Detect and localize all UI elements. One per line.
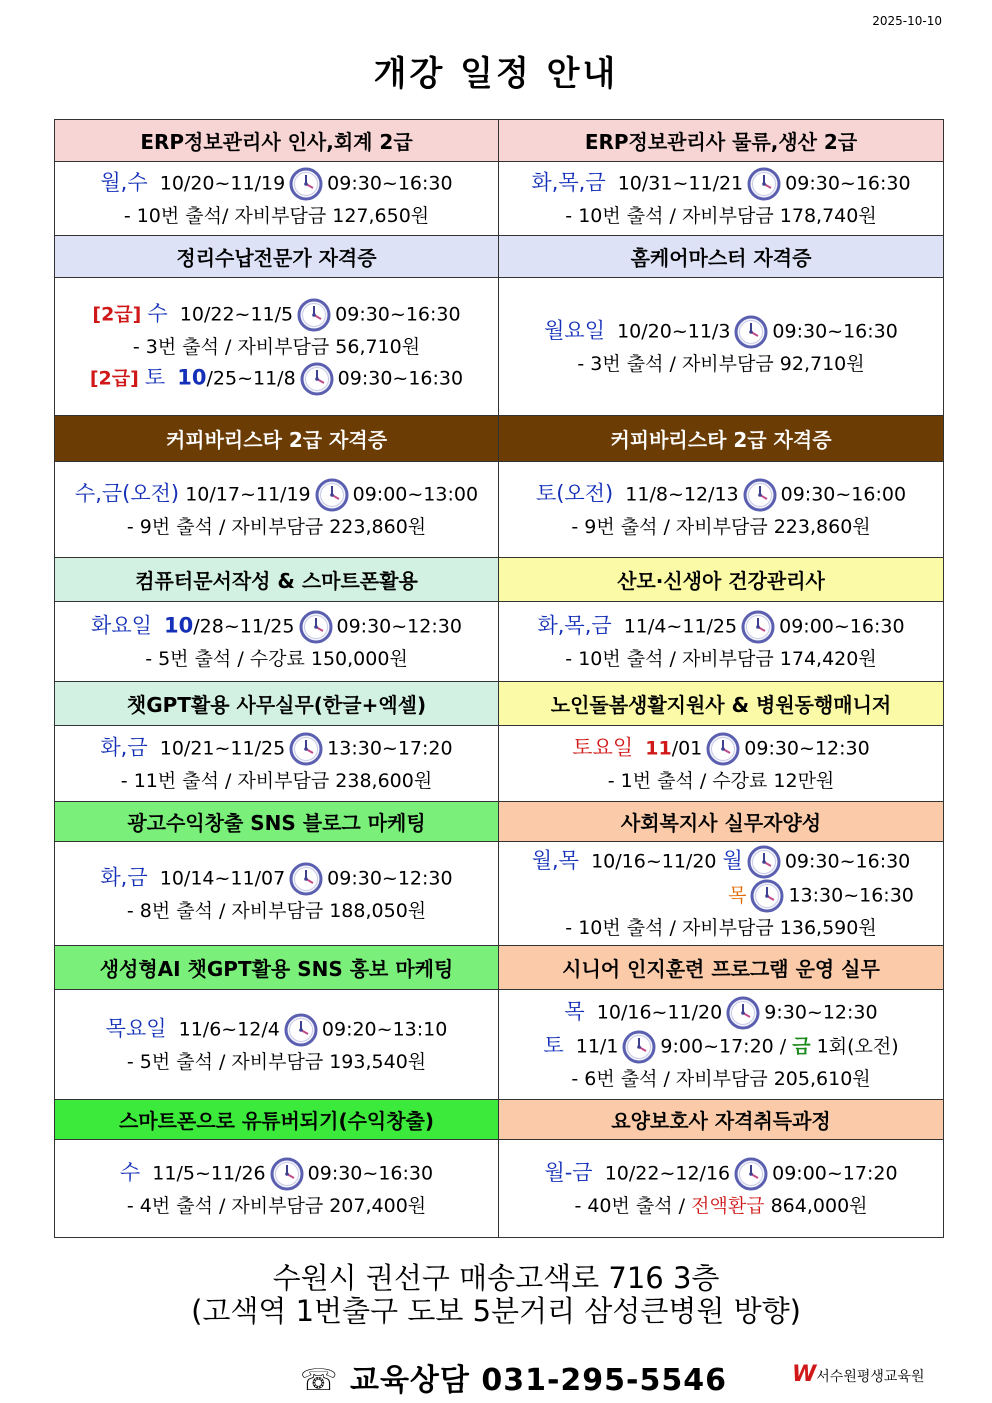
clock-icon xyxy=(726,996,760,1030)
clock-icon xyxy=(284,1013,318,1047)
course-detail: - 10번 출석 / 자비부담금 174,420원 xyxy=(565,647,877,670)
course-title-barista2: 커피바리스타 2급 자격증 xyxy=(499,416,944,462)
course-body-erp-log xyxy=(499,162,944,236)
clock-icon xyxy=(750,879,784,913)
session-day-thu: 목 xyxy=(728,884,747,906)
course-period: 11/4~11/25 xyxy=(623,615,738,637)
course-day: 목요일 xyxy=(105,1016,167,1040)
course-body-youtuber xyxy=(55,1140,499,1238)
course-body-caregiver xyxy=(499,1140,944,1238)
document-date: 2025-10-10 xyxy=(872,14,942,28)
course-extra: 1회(오전) xyxy=(816,1035,899,1057)
phone-icon: ☏ xyxy=(300,1363,339,1398)
course-time: 9:00~17:20 xyxy=(660,1035,774,1057)
course-day: 수 xyxy=(147,301,168,325)
grade-badge: [2급] xyxy=(92,303,142,325)
course-time: 09:00~13:00 xyxy=(352,483,479,505)
course-time: 09:30~16:30 xyxy=(335,303,461,325)
schedule-table xyxy=(54,119,944,1238)
course-period: 10/20~11/19 xyxy=(159,172,286,194)
course-time: 09:30~12:30 xyxy=(744,737,870,759)
course-day: 토 xyxy=(144,365,166,389)
course-time: 09:00~16:30 xyxy=(779,615,905,637)
course-time: 13:30~16:30 xyxy=(788,884,914,906)
course-detail: - 1번 출석 / 수강료 12만원 xyxy=(607,769,835,792)
course-day: 화요일 xyxy=(91,613,152,637)
course-day: 월-금 xyxy=(544,1160,593,1184)
course-title-caregiver: 요양보호사 자격취득과정 xyxy=(499,1100,944,1140)
course-title-senior-care: 노인돌봄생활지원사 & 병원동행매니저 xyxy=(499,682,944,726)
course-body-homecare xyxy=(499,278,944,416)
course-day: 화,목,금 xyxy=(537,613,612,637)
course-period: 11/8~12/13 xyxy=(625,483,739,505)
course-time: 09:30~16:30 xyxy=(785,172,911,194)
course-detail: - 8번 출석 / 자비부담금 188,050원 xyxy=(126,899,427,922)
clock-icon xyxy=(734,1157,768,1191)
clock-icon xyxy=(289,167,323,201)
course-day: 월요일 xyxy=(544,318,605,342)
course-detail: - 11번 출석 / 자비부담금 238,600원 xyxy=(120,769,433,792)
course-body-senior-care xyxy=(499,726,944,802)
course-body-barista1 xyxy=(55,462,499,558)
course-day: 화,목,금 xyxy=(531,170,606,194)
course-detail: - 3번 출석 / 자비부담금 56,710원 xyxy=(132,335,421,358)
clock-icon xyxy=(299,610,333,644)
clock-icon xyxy=(289,862,323,896)
course-period-start: 11 xyxy=(645,737,672,759)
course-period: 11/1 xyxy=(575,1035,619,1057)
course-title-cognitive: 시니어 인지훈련 프로그램 운영 실무 xyxy=(499,946,944,990)
logo-text: 서수원평생교육원 xyxy=(816,1369,925,1385)
course-title-sns-blog: 광고수익창출 SNS 블로그 마케팅 xyxy=(55,802,499,842)
course-day: 목 xyxy=(564,999,585,1023)
course-detail: - 5번 출석 / 수강료 150,000원 xyxy=(145,647,408,670)
address-block xyxy=(0,1262,992,1328)
course-detail: - 9번 출석 / 자비부담금 223,860원 xyxy=(126,515,427,538)
course-title-youtuber: 스마트폰으로 유튜버되기(수익창출) xyxy=(55,1100,499,1140)
clock-icon xyxy=(270,1157,304,1191)
course-detail: - 6번 출석 / 자비부담금 205,610원 xyxy=(571,1067,871,1090)
course-period: 10/20~11/3 xyxy=(617,320,731,342)
course-title-erp-hr: ERP정보관리사 인사,회계 2급 xyxy=(55,120,499,162)
course-period: /28~11/25 xyxy=(193,615,295,637)
clock-icon xyxy=(289,732,323,766)
course-day: 월,목 xyxy=(531,848,579,872)
course-day: 금 xyxy=(792,1035,811,1057)
course-body-barista2 xyxy=(499,462,944,558)
course-period: 10/22~11/5 xyxy=(179,303,294,325)
course-detail: - 10번 출석 / 자비부담금 136,590원 xyxy=(565,916,877,939)
course-period: /25~11/8 xyxy=(206,367,296,389)
course-title-social-welfare: 사회복지사 실무자양성 xyxy=(499,802,944,842)
course-time: 09:20~13:10 xyxy=(321,1018,448,1040)
course-detail: - 3번 출석 / 자비부담금 92,710원 xyxy=(577,352,865,375)
course-time: 09:30~16:30 xyxy=(327,172,453,194)
course-title-organize: 정리수납전문가 자격증 xyxy=(55,236,499,278)
course-body-computer xyxy=(55,602,499,682)
clock-icon xyxy=(622,1030,656,1064)
clock-icon xyxy=(747,845,781,879)
course-period: 10/22~12/16 xyxy=(604,1162,731,1184)
course-detail: - 10번 출석/ 자비부담금 127,650원 xyxy=(123,204,430,227)
course-time: 09:30~16:30 xyxy=(772,320,898,342)
grade-badge: [2급] xyxy=(89,367,139,389)
course-period: 11/5~11/26 xyxy=(152,1162,266,1184)
page-title: 개강 일정 안내 xyxy=(373,54,619,94)
course-period: 10/14~11/07 xyxy=(159,867,286,889)
course-title-maternity: 산모·신생아 건강관리사 xyxy=(499,558,944,602)
course-time: 09:30~16:00 xyxy=(780,483,907,505)
course-title-homecare: 홈케어마스터 자격증 xyxy=(499,236,944,278)
course-time: 09:30~12:30 xyxy=(336,615,462,637)
course-period: 10/31~11/21 xyxy=(617,172,744,194)
course-time: 13:30~17:20 xyxy=(327,737,453,759)
course-period: /01 xyxy=(671,737,703,759)
contact-line xyxy=(300,1355,727,1399)
course-period-start: 10 xyxy=(177,365,207,389)
course-title-barista1: 커피바리스타 2급 자격증 xyxy=(55,416,499,462)
course-period: 10/21~11/25 xyxy=(159,737,286,759)
clock-icon xyxy=(315,478,349,512)
course-fee: 864,000원 xyxy=(770,1194,868,1217)
course-title-gen-ai: 생성형AI 챗GPT활용 SNS 홍보 마케팅 xyxy=(55,946,499,990)
address-line-1: 수원시 권선구 매송고색로 716 3층 xyxy=(272,1261,720,1295)
course-period: 11/6~12/4 xyxy=(178,1018,280,1040)
course-detail: - 9번 출석 / 자비부담금 223,860원 xyxy=(571,515,871,538)
course-body-chatgpt xyxy=(55,726,499,802)
course-time: 09:30~12:30 xyxy=(327,867,453,889)
course-body-cognitive xyxy=(499,990,944,1100)
clock-icon xyxy=(747,167,781,201)
course-body-gen-ai xyxy=(55,990,499,1100)
course-period: 10/16~11/20 xyxy=(596,1001,723,1023)
clock-icon xyxy=(734,315,768,349)
course-period: 10/16~11/20 xyxy=(591,850,717,872)
logo-mark-icon: W xyxy=(792,1362,817,1387)
course-period: 10/17~11/19 xyxy=(185,483,311,505)
contact-number[interactable]: 031-295-5546 xyxy=(481,1363,727,1398)
course-title-erp-log: ERP정보관리사 물류,생산 2급 xyxy=(499,120,944,162)
course-period-start: 10 xyxy=(164,613,194,637)
course-detail: - 10번 출석 / 자비부담금 178,740원 xyxy=(565,204,877,227)
separator: / xyxy=(779,1035,787,1057)
course-body-erp-hr xyxy=(55,162,499,236)
course-day: 수,금(오전) xyxy=(74,481,180,505)
clock-icon xyxy=(706,732,740,766)
course-detail: - 4번 출석 / 자비부담금 207,400원 xyxy=(126,1194,427,1217)
course-title-chatgpt: 챗GPT활용 사무실무(한글+엑셀) xyxy=(55,682,499,726)
course-detail: - 40번 출석 / xyxy=(574,1194,686,1217)
course-body-sns-blog xyxy=(55,842,499,946)
course-body-organize xyxy=(55,278,499,416)
refund-label: 전액환급 xyxy=(691,1194,765,1217)
course-day: 화,금 xyxy=(100,735,148,759)
contact-label: 교육상담 xyxy=(349,1363,470,1398)
clock-icon xyxy=(743,478,777,512)
course-body-social-welfare xyxy=(499,842,944,946)
course-time: 09:30~16:30 xyxy=(784,850,911,872)
institution-logo xyxy=(792,1362,924,1387)
address-line-2: (고색역 1번출구 도보 5분거리 삼성큰병원 방향) xyxy=(191,1294,801,1328)
course-time: 09:00~17:20 xyxy=(772,1162,898,1184)
course-day: 토 xyxy=(543,1033,564,1057)
course-day: 월,수 xyxy=(100,170,148,194)
course-time: 09:30~16:30 xyxy=(307,1162,434,1184)
clock-icon xyxy=(297,298,331,332)
course-day: 화,금 xyxy=(100,865,148,889)
clock-icon xyxy=(741,610,775,644)
course-day: 토요일 xyxy=(572,735,634,759)
clock-icon xyxy=(300,362,334,396)
course-day: 수 xyxy=(119,1160,141,1184)
course-title-computer: 컴퓨터문서작성 & 스마트폰활용 xyxy=(55,558,499,602)
course-time: 9:30~12:30 xyxy=(764,1001,878,1023)
session-day-mon: 월 xyxy=(722,848,743,872)
course-detail: - 5번 출석 / 자비부담금 193,540원 xyxy=(126,1050,427,1073)
course-time: 09:30~16:30 xyxy=(337,367,464,389)
course-body-maternity xyxy=(499,602,944,682)
course-day: 토(오전) xyxy=(535,481,614,505)
